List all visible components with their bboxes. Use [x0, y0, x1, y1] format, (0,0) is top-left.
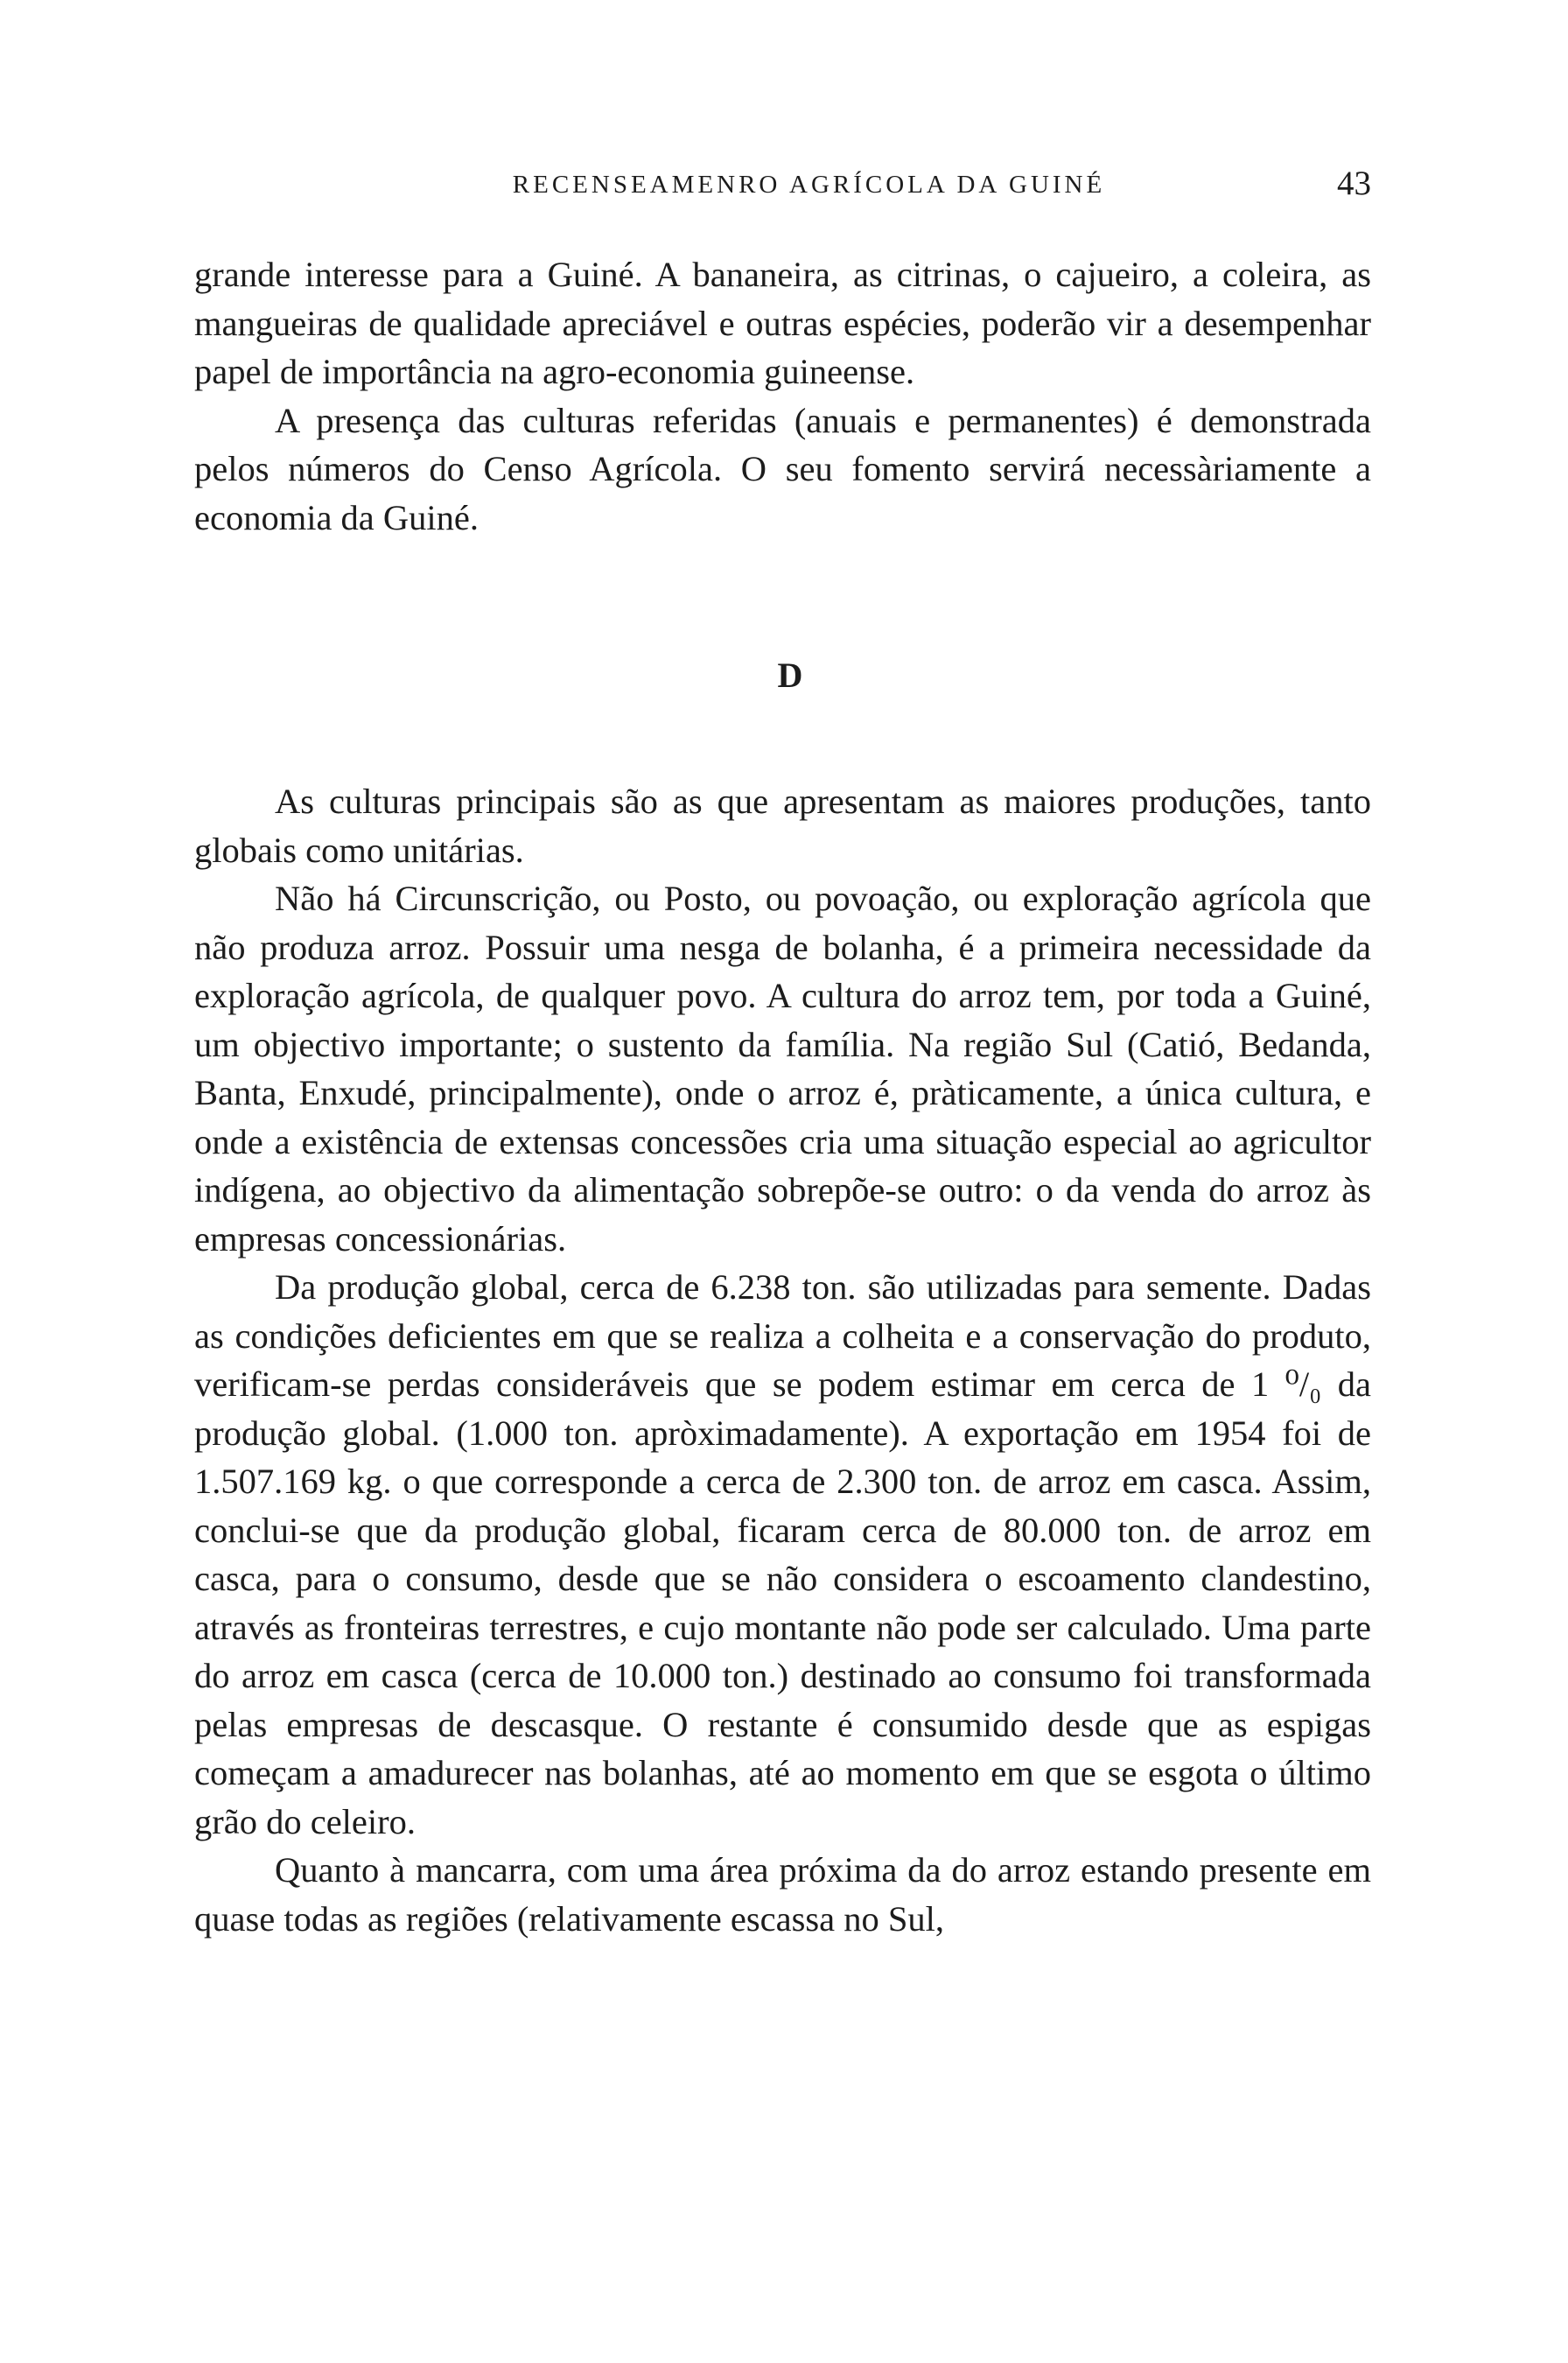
paragraph: A presença das culturas referidas (anuais e permanentes) é demonstrada pelos números do Censo Agrícola. O seu fomento servirá necessàriamente a economia da Guiné.	[194, 400, 1371, 537]
paragraph: Não há Circunscrição, ou Posto, ou povoação, ou exploração agrícola que não produza arroz. Possuir uma nesga de bolanha, é a primeira necessidade da exploração agrícola, de qualquer povo. A cultura do arroz tem, por toda a Guiné, um objectivo importante; o sustento da família. Na região Sul (Catió, Bedanda, Banta, Enxudé, principalmente), onde o arroz é, pràticamente, a única cultura, e onde a existência de extensas concessões cria uma situação especial ao agricultor indígena, ao objectivo da alimentação sobrepõe-se outro: o da venda do arroz às empresas concessionárias.	[194, 879, 1371, 1259]
running-title: RECENSEAMENRO AGRÍCOLA DA GUINÉ	[512, 171, 1106, 199]
paragraph: grande interesse para a Guiné. A bananeira, as citrinas, o cajueiro, a coleira, as mangueiras de qualidade apreciável e outras espécies, poderão vir a desempenhar papel de importância na agro-economia guineense.	[194, 255, 1371, 391]
section-heading: D	[777, 656, 803, 695]
paragraph: Da produção global, cerca de 6.238 ton. são utilizadas para semente. Dadas as condições deficientes em que se realiza a colheita e a conservação do produto, verificam-se perdas consideráveis que se podem estimar em cerca de 1 ⁰/₀ da produção global. (1.000 ton. apròximadamente). A exportação em 1954 foi de 1.507.169 kg. o que corresponde a cerca de 2.300 ton. de arroz em casca. Assim, conclui-se que da produção global, ficaram cerca de 80.000 ton. de arroz em casca, para o consumo, desde que se não considera o escoamento clandestino, através as fronteiras terrestres, e cujo montante não pode ser calculado. Uma parte do arroz em casca (cerca de 10.000 ton.) destinado ao consumo foi transformada pelas empresas de descasque. O restante é consumido desde que as espigas começam a amadurecer nas bolanhas, até ao momento em que se esgota o último grão do celeiro.	[194, 1267, 1371, 1841]
paragraph: Quanto à mancarra, com uma área próxima da do arroz estando presente em quase todas as regiões (relativamente escassa no Sul,	[194, 1850, 1371, 1939]
page-number: 43	[1337, 165, 1371, 202]
text-block-before	[194, 250, 1371, 542]
text-block-after	[194, 777, 1371, 1943]
running-head	[194, 164, 1371, 207]
paragraph: As culturas principais são as que apresentam as maiores produções, tanto globais como unitárias.	[194, 782, 1371, 870]
